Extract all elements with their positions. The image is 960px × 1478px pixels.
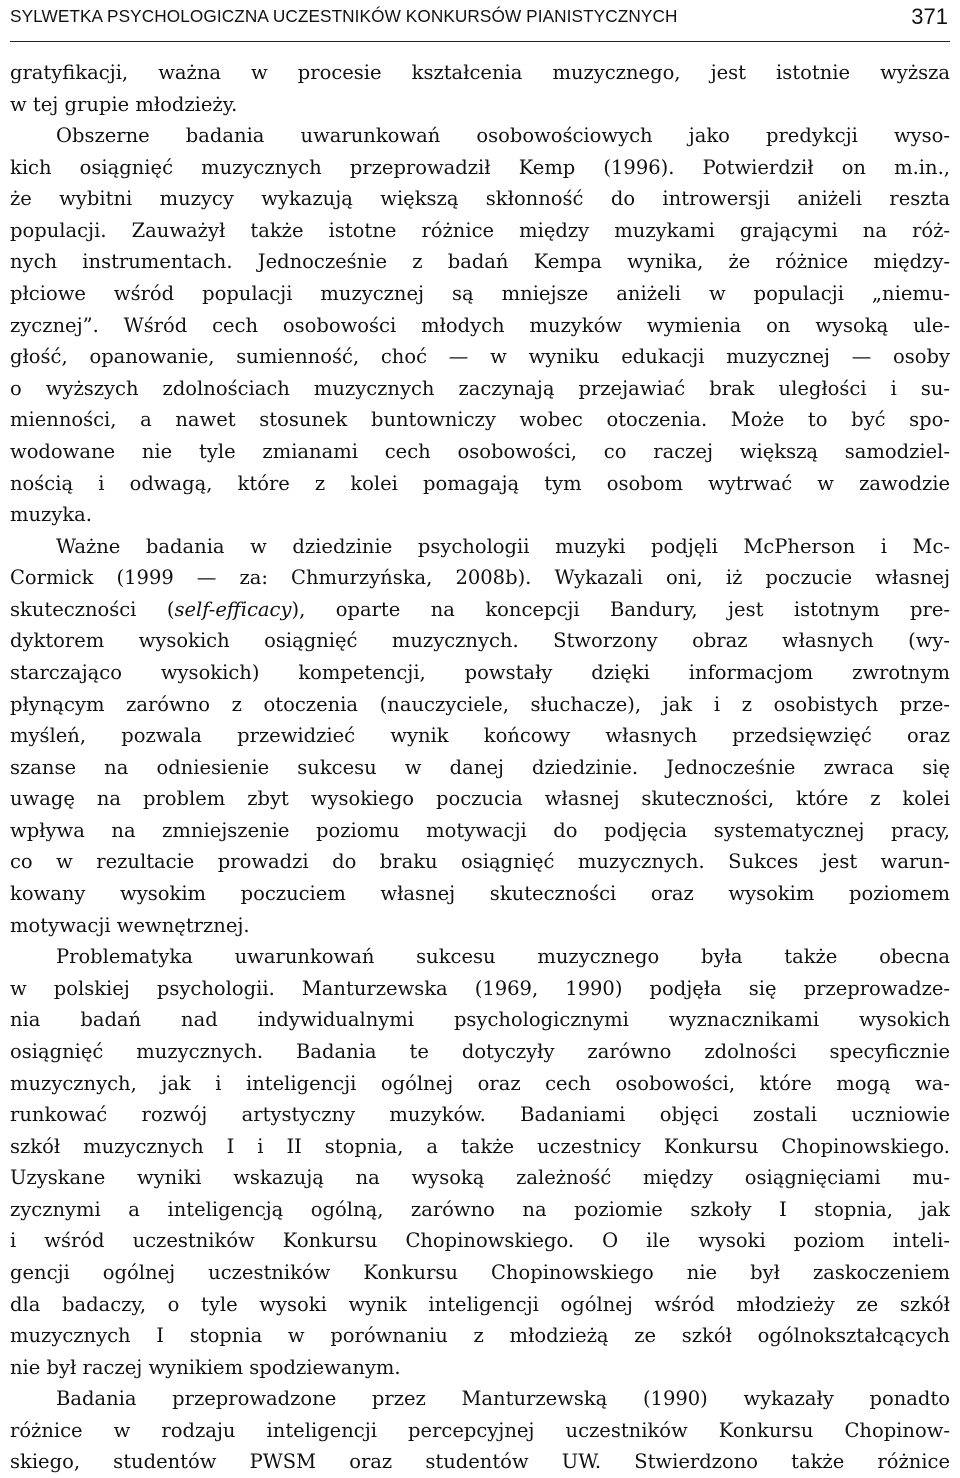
text-line: że wybitni muzycy wykazują większą skłonność do introwersji aniżeli reszta xyxy=(10,187,950,211)
text-line: o wyższych zdolnościach muzycznych zaczynają przejawiać brak uległości i su- xyxy=(10,376,950,400)
text-line: Cormick (1999 — za: Chmurzyńska, 2008b). Wykazali oni, iż poczucie własnej xyxy=(10,566,950,590)
running-header xyxy=(10,2,950,42)
text-line: Uzyskane wyniki wskazują na wysoką zależność między osiągnięciami mu- xyxy=(10,1166,950,1190)
text-line: co w rezultacie prowadzi do braku osiągnięć muzycznych. Sukces jest warun- xyxy=(10,850,950,874)
text-line: myśleń, pozwala przewidzieć wynik końcowy własnych przedsięwzięć oraz xyxy=(10,724,950,748)
italic-term: self-efficacy xyxy=(174,597,292,621)
text-line: w polskiej psychologii. Manturzewska (1969, 1990) podjęła się przeprowadze- xyxy=(10,976,950,1000)
text-line: różnice w rodzaju inteligencji percepcyjnej uczestników Konkursu Chopinow- xyxy=(10,1418,950,1442)
text-line: nością i odwagą, które z kolei pomagają tym osobom wytrwać w zawodzie xyxy=(10,471,950,495)
body-text xyxy=(10,57,950,1478)
text-line: płynącym zarówno z otoczenia (nauczyciele, słuchacze), jak i z osobistych prze- xyxy=(10,692,950,716)
text-line: i wśród uczestników Konkursu Chopinowskiego. O ile wysoki poziom inteli- xyxy=(10,1229,950,1253)
text-line: skiego, studentów PWSM oraz studentów UW. Stwierdzono także różnice xyxy=(10,1450,950,1474)
text-line: populacji. Zauważył także istotne różnice między muzykami grającymi na róż- xyxy=(10,218,950,242)
text-line: głość, opanowanie, sumienność, choć — w wyniku edukacji muzycznej — osoby xyxy=(10,345,950,369)
text-line: nie był raczej wynikiem spodziewanym. xyxy=(10,1355,401,1379)
text-line-self-efficacy: skuteczności (self-efficacy), oparte na koncepcji Bandury, jest istotnym pre- xyxy=(10,597,950,621)
text-line: szkół muzycznych I i II stopnia, a także uczestnicy Konkursu Chopinowskiego. xyxy=(10,1134,950,1158)
text-line: gencji ogólnej uczestników Konkursu Chopinowskiego nie był zaskoczeniem xyxy=(10,1260,950,1284)
page-number: 371 xyxy=(911,4,948,29)
text-line: w tej grupie młodzieży. xyxy=(10,92,238,116)
text-line: Problematyka uwarunkowań sukcesu muzycznego była także obecna xyxy=(56,945,950,969)
text-line: kich osiągnięć muzycznych przeprowadził Kemp (1996). Potwierdził on m.in., xyxy=(10,155,950,179)
text-line: gratyfikacji, ważna w procesie kształcenia muzycznego, jest istotnie wyższa xyxy=(10,61,950,84)
text-line: wodowane nie tyle zmianami cech osobowości, co raczej większą samodziel- xyxy=(10,439,950,463)
text-line: muzycznych I stopnia w porównaniu z młodzieżą ze szkół ogólnokształcących xyxy=(10,1324,950,1348)
text-line: Badania przeprowadzone przez Manturzewską (1990) wykazały ponadto xyxy=(56,1387,950,1411)
text-line: Obszerne badania uwarunkowań osobowościowych jako predykcji wyso- xyxy=(56,124,950,148)
text-line: motywacji wewnętrznej. xyxy=(10,913,250,937)
text-line: wpływa na zmniejszenie poziomu motywacji do podjęcia systematycznej pracy, xyxy=(10,818,950,842)
text-line: szanse na odniesienie sukcesu w danej dziedzinie. Jednocześnie zwraca się xyxy=(10,755,950,779)
text-line: nia badań nad indywidualnymi psychologicznymi wyznacznikami wysokich xyxy=(10,1008,950,1032)
text-line: osiągnięć muzycznych. Badania te dotyczyły zarówno zdolności specyficznie xyxy=(10,1039,950,1063)
text-line: mienności, a nawet stosunek buntowniczy wobec otoczenia. Może to być spo- xyxy=(10,408,950,432)
text-line: zycznymi a inteligencją ogólną, zarówno na poziomie szkoły I stopnia, jak xyxy=(10,1197,950,1221)
text-line: dyktorem wysokich osiągnięć muzycznych. Stworzony obraz własnych (wy- xyxy=(10,629,950,653)
text-line: muzyka. xyxy=(10,503,92,527)
text-line: runkować rozwój artystyczny muzyków. Badaniami objęci zostali uczniowie xyxy=(10,1103,950,1127)
text-line: płciowe wśród populacji muzycznej są mniejsze aniżeli w populacji „niemu- xyxy=(10,282,950,306)
text-line: dla badaczy, o tyle wysoki wynik inteligencji ogólnej wśród młodzieży ze szkół xyxy=(10,1292,950,1316)
text-line: Ważne badania w dziedzinie psychologii muzyki podjęli McPherson i Mc- xyxy=(56,534,950,558)
text-line: kowany wysokim poczuciem własnej skuteczności oraz wysokim poziomem xyxy=(10,882,950,906)
text-line: nych instrumentach. Jednocześnie z badań Kempa wynika, że różnice między- xyxy=(10,250,950,274)
text-line: starczająco wysokich) kompetencji, powstały dzięki informacjom zwrotnym xyxy=(10,660,950,684)
text-line: muzycznych, jak i inteligencji ogólnej oraz cech osobowości, które mogą wa- xyxy=(10,1071,950,1095)
text-line: uwagę na problem zbyt wysokiego poczucia własnej skuteczności, które z kolei xyxy=(10,787,950,811)
text-line: zycznej”. Wśród cech osobowości młodych muzyków wymienia on wysoką ule- xyxy=(10,313,950,337)
running-title: SYLWETKA PSYCHOLOGICZNA UCZESTNIKÓW KONKURSÓW PIANISTYCZNYCH xyxy=(10,6,678,26)
